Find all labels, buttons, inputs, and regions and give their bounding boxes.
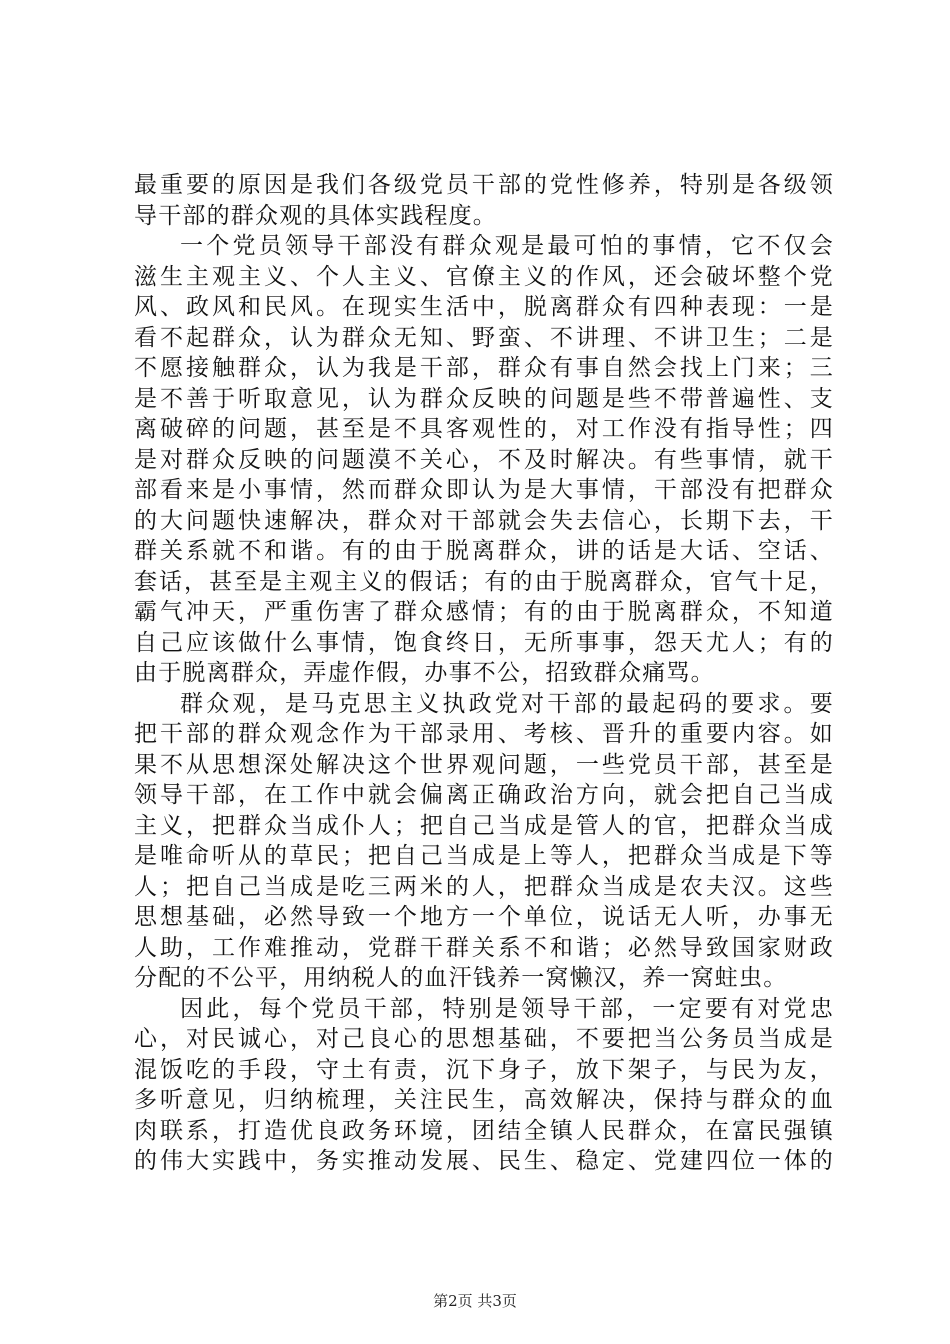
text-line: 人；把自己当成是吃三两米的人，把群众当成是农夫汉。这些 <box>134 873 834 900</box>
text-line: 不愿接触群众，认为我是干部，群众有事自然会找上门来；三 <box>134 355 834 381</box>
text-line: 自己应该做什么事情，饱食终日，无所事事，怨天尤人；有的 <box>134 629 834 656</box>
text-line: 领导干部，在工作中就会偏离正确政治方向，就会把自己当成 <box>134 782 834 808</box>
paragraph-first-line: 群众观，是马克思主义执政党对干部的最起码的要求。要 <box>180 690 834 717</box>
body-text <box>134 170 834 1177</box>
text-line: 主义，把群众当成仆人；把自己当成是管人的官，把群众当成 <box>134 812 834 839</box>
text-line: 由于脱离群众，弄虚作假，办事不公，招致群众痛骂。 <box>134 660 715 686</box>
text-line: 的大问题快速解决，群众对干部就会失去信心，长期下去，干 <box>134 507 834 534</box>
text-line: 霸气冲天，严重伤害了群众感情；有的由于脱离群众，不知道 <box>134 599 834 625</box>
text-line: 思想基础，必然导致一个地方一个单位，说话无人听，办事无 <box>134 904 834 930</box>
text-line: 是对群众反映的问题漠不关心，不及时解决。有些事情，就干 <box>134 446 834 473</box>
page-footer <box>0 1290 950 1311</box>
text-line: 最重要的原因是我们各级党员干部的党性修养，特别是各级领 <box>134 172 834 198</box>
text-line: 导干部的群众观的具体实践程度。 <box>134 202 497 229</box>
text-line: 是唯命听从的草民；把自己当成是上等人，把群众当成是下等 <box>134 843 834 869</box>
text-line: 风、政风和民风。在现实生活中，脱离群众有四种表现：一是 <box>134 294 834 320</box>
text-line: 心，对民诚心，对己良心的思想基础，不要把当公务员当成是 <box>134 1026 834 1052</box>
text-line: 的伟大实践中，务实推动发展、民生、稳定、党建四位一体的 <box>134 1148 834 1174</box>
text-line: 果不从思想深处解决这个世界观问题，一些党员干部，甚至是 <box>134 751 834 778</box>
text-line: 多听意见，归纳梳理，关注民生，高效解决，保持与群众的血 <box>134 1087 834 1113</box>
text-line: 混饭吃的手段，守土有责，沉下身子，放下架子，与民为友， <box>134 1056 834 1083</box>
text-line: 群关系就不和谐。有的由于脱离群众，讲的话是大话、空话、 <box>134 538 834 564</box>
page-number-label: 第2页 共3页 <box>433 1292 517 1310</box>
text-line: 把干部的群众观念作为干部录用、考核、晋升的重要内容。如 <box>134 721 834 747</box>
text-line: 滋生主观主义、个人主义、官僚主义的作风，还会破坏整个党 <box>134 263 834 290</box>
text-line: 肉联系，打造优良政务环境，团结全镇人民群众，在富民强镇 <box>134 1117 834 1144</box>
text-line: 离破碎的问题，甚至是不具客观性的，对工作没有指导性；四 <box>134 416 834 442</box>
text-line: 人助，工作难推动，党群干群关系不和谐；必然导致国家财政 <box>134 934 834 961</box>
text-line: 套话，甚至是主观主义的假话；有的由于脱离群众，官气十足， <box>134 568 834 595</box>
paragraph-first-line: 一个党员领导干部没有群众观是最可怕的事情，它不仅会 <box>180 233 834 259</box>
text-line: 分配的不公平，用纳税人的血汗钱养一窝懒汉，养一窝蛀虫。 <box>134 965 788 991</box>
text-line: 部看来是小事情，然而群众即认为是大事情，干部没有把群众 <box>134 477 834 503</box>
text-line: 看不起群众，认为群众无知、野蛮、不讲理、不讲卫生；二是 <box>134 324 834 351</box>
text-line: 是不善于听取意见，认为群众反映的问题是些不带普遍性、支 <box>134 385 834 412</box>
paragraph-first-line: 因此，每个党员干部，特别是领导干部，一定要有对党忠 <box>180 995 834 1022</box>
